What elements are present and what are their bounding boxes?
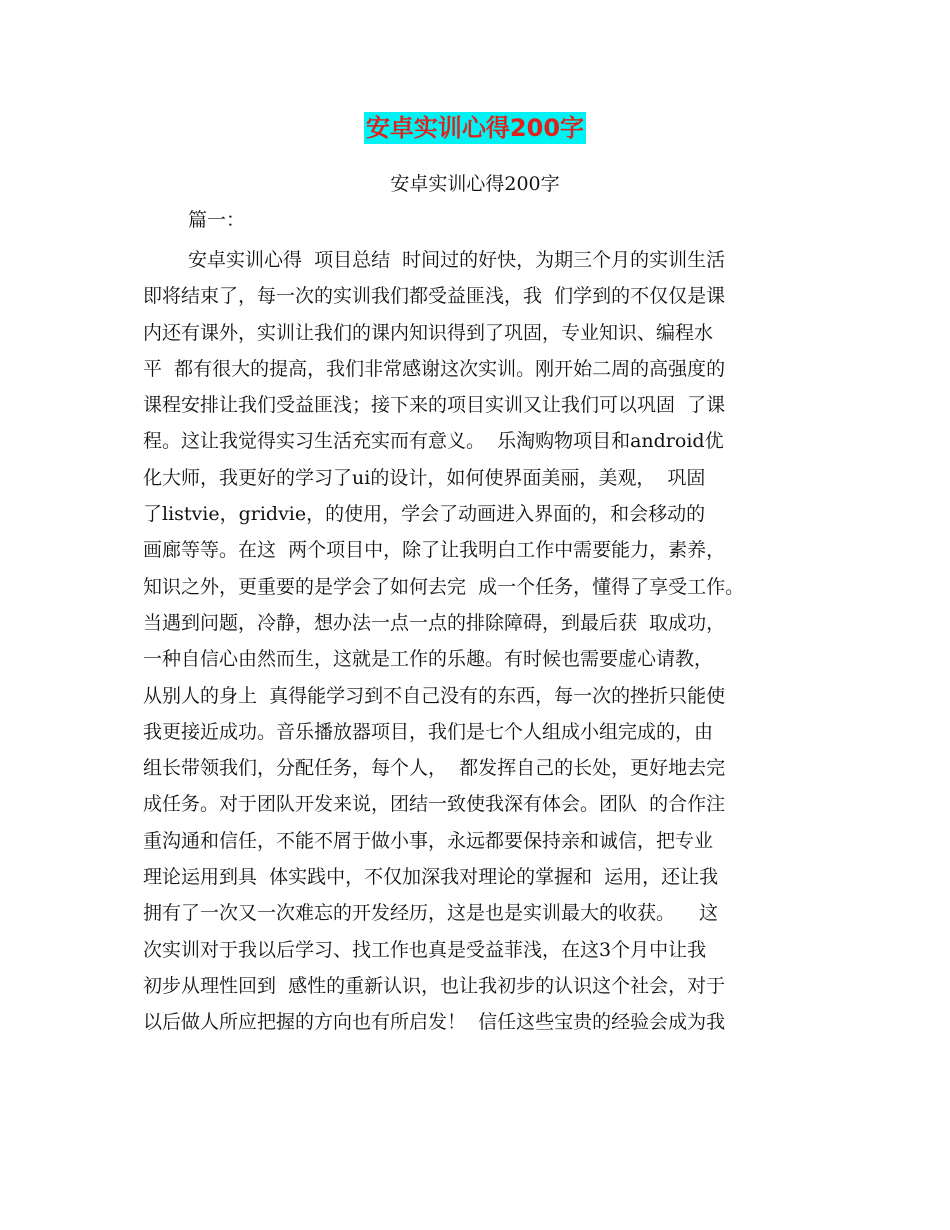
paragraph-line: 以后做人所应把握的方向也有所启发！ 信任这些宝贵的经验会成为我 bbox=[143, 1011, 726, 1034]
paragraph-line: 初步从理性回到 感性的重新认识，也让我初步的认识这个社会，对于 bbox=[143, 974, 726, 997]
paragraph-line: 程。这让我觉得实习生活充实而有意义。 乐淘购物项目和android优 bbox=[143, 430, 724, 453]
paragraph-line: 成任务。对于团队开发来说，团结一致使我深有体会。团队 的合作注 bbox=[143, 793, 726, 816]
paragraph-line: 次实训对于我以后学习、找工作也真是受益菲浅，在这3个月中让我 bbox=[143, 938, 707, 961]
paragraph-line: 当遇到问题，冷静，想办法一点一点的排除障碍，到最后获 取成功， bbox=[143, 611, 726, 634]
paragraph-line: 重沟通和信任，不能不屑于做小事，永远都要保持亲和诚信，把专业 bbox=[143, 829, 714, 852]
paragraph-line: 内还有课外，实训让我们的课内知识得到了巩固，专业知识、编程水 bbox=[143, 321, 714, 344]
paragraph-line: 从别人的身上 真得能学习到不自己没有的东西，每一次的挫折只能使 bbox=[143, 684, 726, 707]
paragraph-line: 一种自信心由然而生，这就是工作的乐趣。有时候也需要虚心请教， bbox=[143, 648, 714, 671]
paragraph-line: 画廊等等。在这 两个项目中，除了让我明白工作中需要能力，素养， bbox=[143, 539, 726, 562]
title-container bbox=[0, 112, 950, 144]
document-title: 安卓实训心得200字 bbox=[365, 114, 585, 142]
document-subtitle: 安卓实训心得200字 bbox=[390, 173, 560, 195]
paragraph-line: 拥有了一次又一次难忘的开发经历，这是也是实训最大的收获。 这 bbox=[143, 902, 719, 925]
paragraph-line: 课程安排让我们受益匪浅；接下来的项目实训又让我们可以巩固 了课 bbox=[143, 394, 726, 417]
paragraph-line: 平 都有很大的提高，我们非常感谢这次实训。刚开始二周的高强度的 bbox=[143, 357, 726, 380]
paragraph-line: 理论运用到具 体实践中，不仅加深我对理论的掌握和 运用，还让我 bbox=[143, 866, 719, 889]
paragraph-line: 组长带领我们，分配任务，每个人， 都发挥自己的长处，更好地去完 bbox=[143, 757, 726, 780]
paragraph-line: 知识之外，更重要的是学会了如何去完 成一个任务，懂得了享受工作。 bbox=[143, 575, 745, 598]
paragraph-line: 即将结束了，每一次的实训我们都受益匪浅，我 们学到的不仅仅是课 bbox=[143, 285, 726, 308]
paragraph-line: 了listvie，gridvie，的使用，学会了动画进入界面的，和会移动的 bbox=[143, 503, 706, 526]
paragraph-line: 化大师，我更好的学习了ui的设计，如何使界面美丽，美观， 巩固 bbox=[143, 466, 706, 489]
body-text bbox=[143, 242, 823, 1041]
paragraph-line: 安卓实训心得 项目总结 时间过的好快，为期三个月的实训生活 bbox=[188, 249, 726, 271]
paragraph-line: 我更接近成功。音乐播放器项目，我们是七个人组成小组完成的，由 bbox=[143, 720, 714, 743]
section-label: 篇一： bbox=[188, 209, 246, 231]
